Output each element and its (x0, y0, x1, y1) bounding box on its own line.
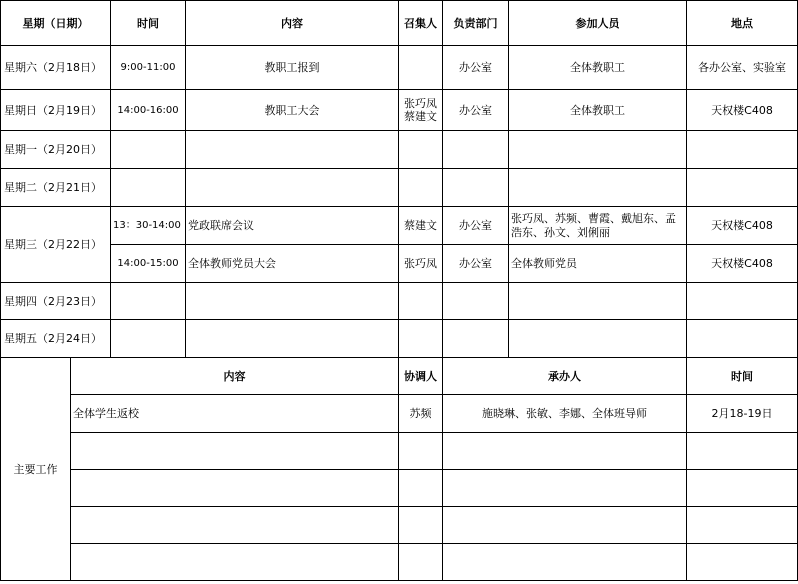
schedule-row (1, 46, 798, 90)
work-row (1, 507, 798, 544)
work-row (1, 433, 798, 470)
attendees-cell (509, 169, 687, 207)
schedule-row (1, 207, 798, 245)
work-handler-cell (443, 433, 687, 470)
day-cell: 星期一（2月20日） (1, 131, 111, 169)
location-cell (687, 320, 798, 358)
header-time: 时间 (111, 1, 186, 46)
work-coordinator-cell (399, 433, 443, 470)
work-time-cell (687, 544, 798, 581)
convener-cell: 蔡建文 (399, 207, 443, 245)
time-cell (111, 131, 186, 169)
work-content-cell (71, 544, 399, 581)
attendees-cell: 全体教职工 (509, 46, 687, 90)
location-cell (687, 169, 798, 207)
work-content-cell (71, 507, 399, 544)
header-content: 内容 (186, 1, 399, 46)
time-cell: 14:00-15:00 (111, 245, 186, 283)
work-row (1, 470, 798, 507)
work-header-time: 时间 (687, 358, 798, 395)
time-cell (111, 283, 186, 320)
time-cell (111, 320, 186, 358)
dept-cell: 办公室 (443, 90, 509, 131)
convener-cell (399, 131, 443, 169)
work-row (1, 395, 798, 433)
attendees-cell: 张巧凤、苏频、曹霞、戴旭东、孟浩东、孙文、刘俐丽 (509, 207, 687, 245)
work-handler-cell (443, 470, 687, 507)
dept-cell: 办公室 (443, 245, 509, 283)
work-time-cell (687, 507, 798, 544)
attendees-cell (509, 283, 687, 320)
location-cell (687, 283, 798, 320)
day-cell: 星期六（2月18日） (1, 46, 111, 90)
content-cell: 教职工大会 (186, 90, 399, 131)
time-cell: 14:00-16:00 (111, 90, 186, 131)
dept-cell: 办公室 (443, 207, 509, 245)
time-cell: 9:00-11:00 (111, 46, 186, 90)
content-cell (186, 131, 399, 169)
time-cell (111, 169, 186, 207)
content-cell (186, 320, 399, 358)
content-cell: 党政联席会议 (186, 207, 399, 245)
schedule-row (1, 90, 798, 131)
schedule-row (1, 320, 798, 358)
work-coordinator-cell (399, 507, 443, 544)
content-cell: 教职工报到 (186, 46, 399, 90)
header-dept: 负责部门 (443, 1, 509, 46)
work-handler-cell (443, 507, 687, 544)
header-attendees: 参加人员 (509, 1, 687, 46)
schedule-body (1, 1, 798, 581)
day-cell: 星期日（2月19日） (1, 90, 111, 131)
work-header-coordinator: 协调人 (399, 358, 443, 395)
convener-cell (399, 169, 443, 207)
work-coordinator-cell: 苏频 (399, 395, 443, 433)
work-header-row (1, 358, 798, 395)
dept-cell (443, 320, 509, 358)
work-time-cell (687, 470, 798, 507)
work-content-cell: 全体学生返校 (71, 395, 399, 433)
dept-cell (443, 169, 509, 207)
dept-cell (443, 131, 509, 169)
convener-cell: 张巧凤 蔡建文 (399, 90, 443, 131)
location-cell (687, 131, 798, 169)
work-header-content: 内容 (71, 358, 399, 395)
content-cell: 全体教师党员大会 (186, 245, 399, 283)
attendees-cell (509, 131, 687, 169)
work-content-cell (71, 470, 399, 507)
day-cell: 星期五（2月24日） (1, 320, 111, 358)
dept-cell (443, 283, 509, 320)
work-content-cell (71, 433, 399, 470)
convener-cell: 张巧凤 (399, 245, 443, 283)
header-day: 星期（日期） (1, 1, 111, 46)
work-coordinator-cell (399, 544, 443, 581)
day-cell: 星期三（2月22日） (1, 207, 111, 283)
schedule-row (1, 283, 798, 320)
header-location: 地点 (687, 1, 798, 46)
location-cell: 天权楼C408 (687, 90, 798, 131)
main-work-label: 主要工作 (1, 358, 71, 581)
convener-cell (399, 320, 443, 358)
work-handler-cell (443, 544, 687, 581)
work-handler-cell: 施晓琳、张敏、李娜、全体班导师 (443, 395, 687, 433)
attendees-cell (509, 320, 687, 358)
header-convener: 召集人 (399, 1, 443, 46)
schedule-row (1, 169, 798, 207)
dept-cell: 办公室 (443, 46, 509, 90)
content-cell (186, 283, 399, 320)
work-header-handler: 承办人 (443, 358, 687, 395)
schedule-row (1, 245, 798, 283)
convener-cell (399, 283, 443, 320)
location-cell: 天权楼C408 (687, 245, 798, 283)
day-cell: 星期二（2月21日） (1, 169, 111, 207)
location-cell: 各办公室、实验室 (687, 46, 798, 90)
content-cell (186, 169, 399, 207)
schedule-row (1, 131, 798, 169)
attendees-cell: 全体教师党员 (509, 245, 687, 283)
location-cell: 天权楼C408 (687, 207, 798, 245)
work-row (1, 544, 798, 581)
attendees-cell: 全体教职工 (509, 90, 687, 131)
work-coordinator-cell (399, 470, 443, 507)
work-time-cell: 2月18-19日 (687, 395, 798, 433)
time-cell: 13：30-14:00 (111, 207, 186, 245)
work-time-cell (687, 433, 798, 470)
day-cell: 星期四（2月23日） (1, 283, 111, 320)
header-row (1, 1, 798, 46)
convener-cell (399, 46, 443, 90)
